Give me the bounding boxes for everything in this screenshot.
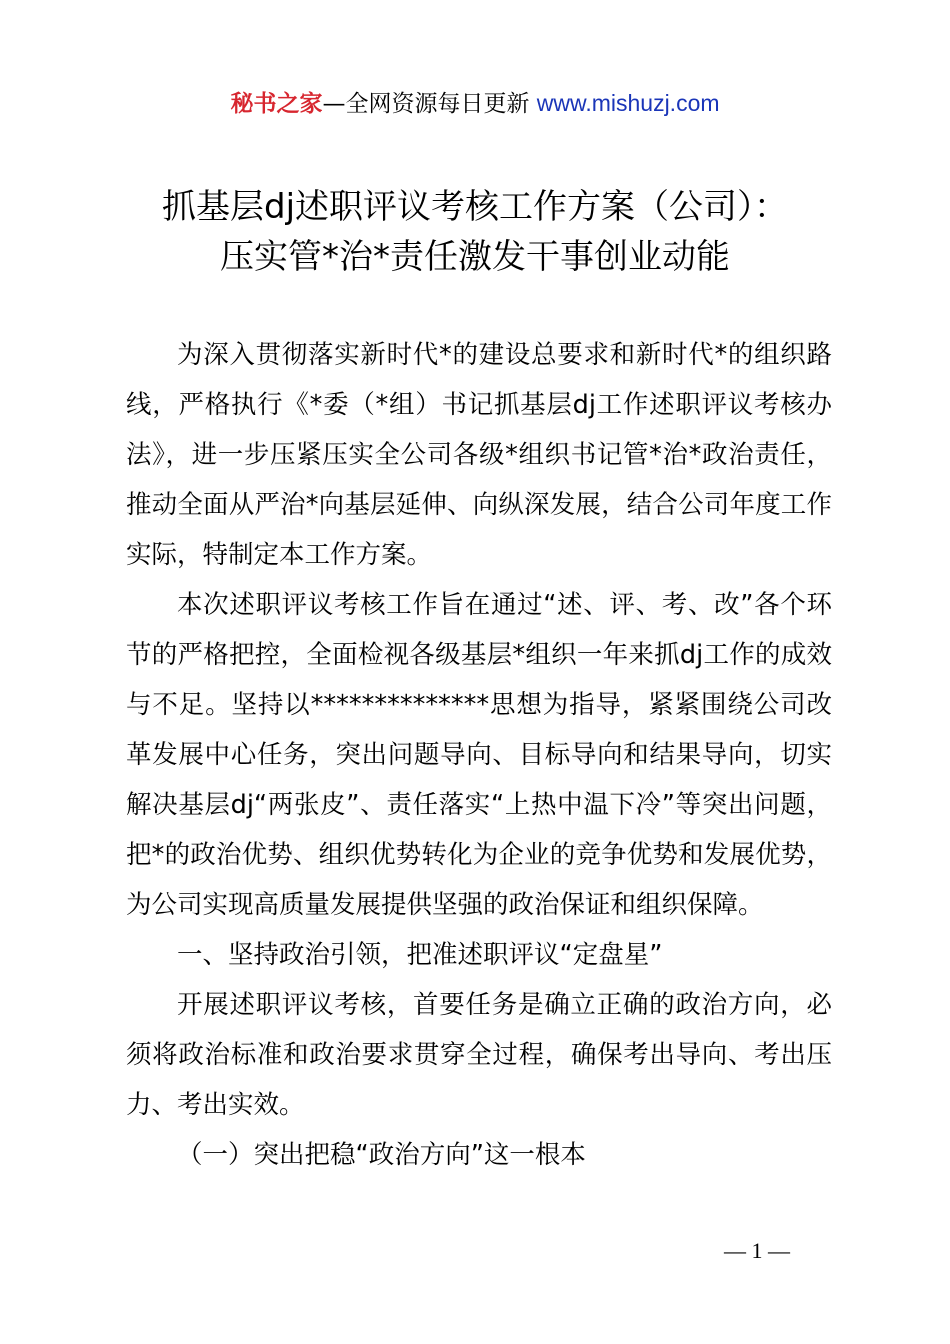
site-brand: 秘书之家 [230, 91, 323, 117]
document-title-line-1: 抓基层dj述职评议考核工作方案（公司）： [161, 187, 789, 227]
site-tagline: —全网资源每日更新 [322, 91, 537, 117]
site-header [0, 86, 950, 121]
section-heading-1: 一、坚持政治引领，把准述职评议“定盘星” [177, 940, 663, 970]
page-number: — 1 — [724, 1238, 790, 1263]
body-paragraph-purpose: 本次述职评议考核工作旨在通过“述、评、考、改”各个环节的严格把控，全面检视各级基层*组织一年来抓dj工作的成效与不足。坚持以**************思想为指导，紧紧围绕公司改革发展中心任务，突出问题导向、目标导向和结果导向，切实解决基层dj“两张皮”、责任落实“上热中温下冷”等突出问题，把*的政治优势、组织优势转化为企业的竞争优势和发展优势，为公司实现高质量发展提供坚强的政治保证和组织保障。 [126, 590, 832, 920]
subsection-heading-1: （一）突出把稳“政治方向”这一根本 [177, 1140, 586, 1170]
body-paragraph-intro: 为深入贯彻落实新时代*的建设总要求和新时代*的组织路线，严格执行《*委（*组）书记抓基层dj工作述职评议考核办法》，进一步压紧压实全公司各级*组织书记管*治*政治责任，推动全面从严治*向基层延伸、向纵深发展，结合公司年度工作实际，特制定本工作方案。 [126, 340, 832, 570]
document-title-line-2: 压实管*治*责任激发干事创业动能 [220, 237, 730, 277]
body-paragraph-section-1: 开展述职评议考核，首要任务是确立正确的政治方向，必须将政治标准和政治要求贯穿全过程，确保考出导向、考出压力、考出实效。 [126, 990, 832, 1120]
site-url-link[interactable]: www.mishuzj.com [536, 90, 720, 116]
